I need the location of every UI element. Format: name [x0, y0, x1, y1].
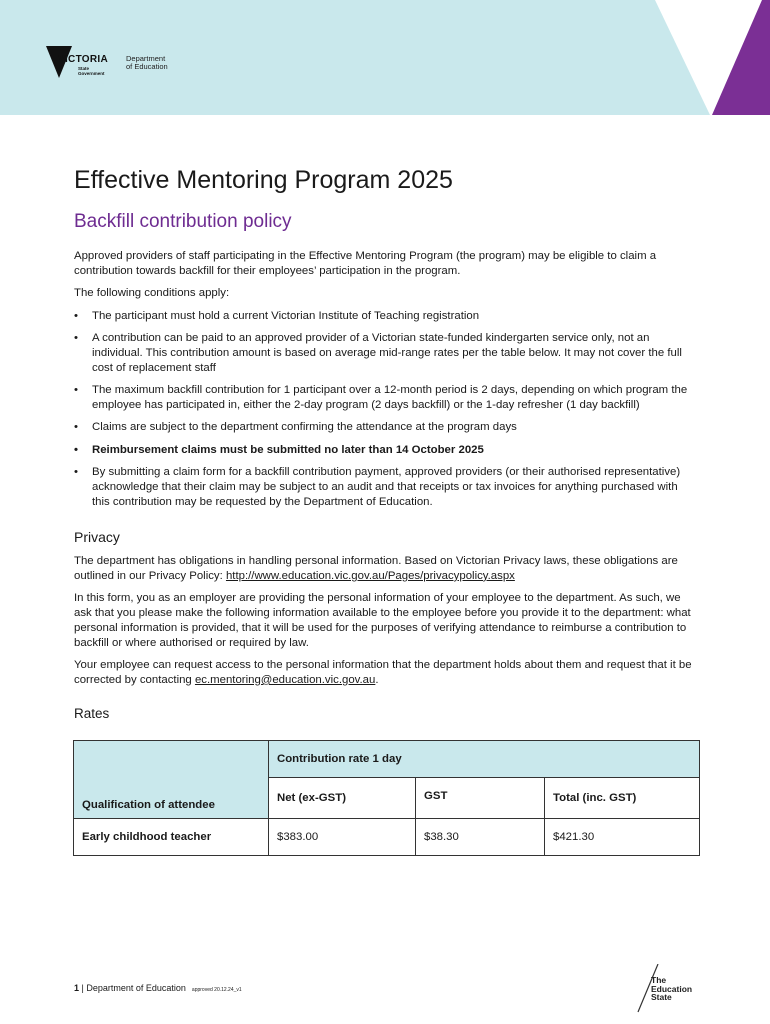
header-contribution-group: Contribution rate 1 day	[269, 741, 700, 778]
logo-subtitle: State Government	[78, 66, 105, 76]
cell-gst: $38.30	[416, 819, 545, 856]
privacy-heading: Privacy	[74, 529, 120, 546]
conditions-list	[74, 309, 696, 510]
cell-net: $383.00	[269, 819, 416, 856]
header-total: Total (inc. GST)	[545, 778, 700, 819]
department-label: Department of Education	[126, 54, 168, 71]
logo-wordmark: VICTORIA	[58, 54, 108, 65]
list-item: • A contribution can be paid to an approved provider of a Victorian state-funded kindergarten service only, not an individual. This contribution amount is based on average mid-range rates per the table below. It may not cover the full cost of replacement staff	[74, 331, 696, 375]
rates-table	[73, 740, 700, 856]
page-title: Effective Mentoring Program 2025	[74, 166, 453, 194]
privacy-paragraph-1: The department has obligations in handling personal information. Based on Victorian Privacy laws, these obligations are outlined in our Privacy Policy: http://www.education.vic.gov.au/Pages/privacypolicy.aspx	[74, 555, 678, 582]
policy-body	[74, 249, 696, 721]
table-row	[74, 819, 700, 856]
page-subtitle: Backfill contribution policy	[74, 211, 292, 232]
list-item: • The maximum backfill contribution for 1 participant over a 12-month period is 2 days, depending on which program the employee has participated in, either the 2-day program (2 days backfill) or the 1-day refresher (1 day backfill)	[74, 383, 696, 413]
header-gst: GST	[416, 778, 545, 819]
cell-total: $421.30	[545, 819, 700, 856]
email-link[interactable]: ec.mentoring@education.vic.gov.au	[194, 673, 376, 686]
list-item-deadline: • Reimbursement claims must be submitted no later than 14 October 2025	[74, 443, 696, 458]
page-footer: 1 | Department of Education approved 20.12.24_v1	[74, 983, 242, 993]
header-qualification: Qualification of attendee	[74, 741, 269, 819]
education-state-logo: The Education State	[651, 975, 693, 1002]
header-net: Net (ex-GST)	[269, 778, 416, 819]
cell-qualification: Early childhood teacher	[74, 819, 269, 856]
conditions-intro: The following conditions apply:	[74, 287, 230, 300]
footer-department: Department of Education	[86, 983, 186, 993]
privacy-paragraph-3: Your employee can request access to the personal information that the department holds about them and request that it be corrected by contacting ec.mentoring@education.vic.gov.au.	[74, 659, 692, 686]
privacy-paragraph-2: In this form, you as an employer are providing the personal information of your employee to the department. As such, we ask that you please make the following information available to the employee before you provide it to the department: what personal information is provided, that it will be used for the purposes of verifying attendance to reimburse a contribution to backfill or where authorised or required by law.	[74, 592, 691, 649]
version-label: approved 20.12.24_v1	[191, 987, 242, 993]
list-item: • By submitting a claim form for a backfill contribution payment, approved providers (or their authorised representative) acknowledge that their claim may be subject to an audit and that receipts or tax invoices for anything purchased with this contribution may be requested by the Department of Education.	[74, 465, 696, 509]
intro-paragraph: Approved providers of staff participating in the Effective Mentoring Program (the program) may be eligible to claim a contribution towards backfill for their employees’ participation in the program.	[74, 250, 657, 277]
page-number: 1	[74, 983, 80, 993]
list-item: • Claims are subject to the department confirming the attendance at the program days	[74, 420, 696, 435]
rates-heading: Rates	[74, 705, 110, 721]
privacy-policy-link[interactable]: http://www.education.vic.gov.au/Pages/privacypolicy.aspx	[225, 569, 515, 582]
list-item: • The participant must hold a current Victorian Institute of Teaching registration	[74, 309, 696, 324]
